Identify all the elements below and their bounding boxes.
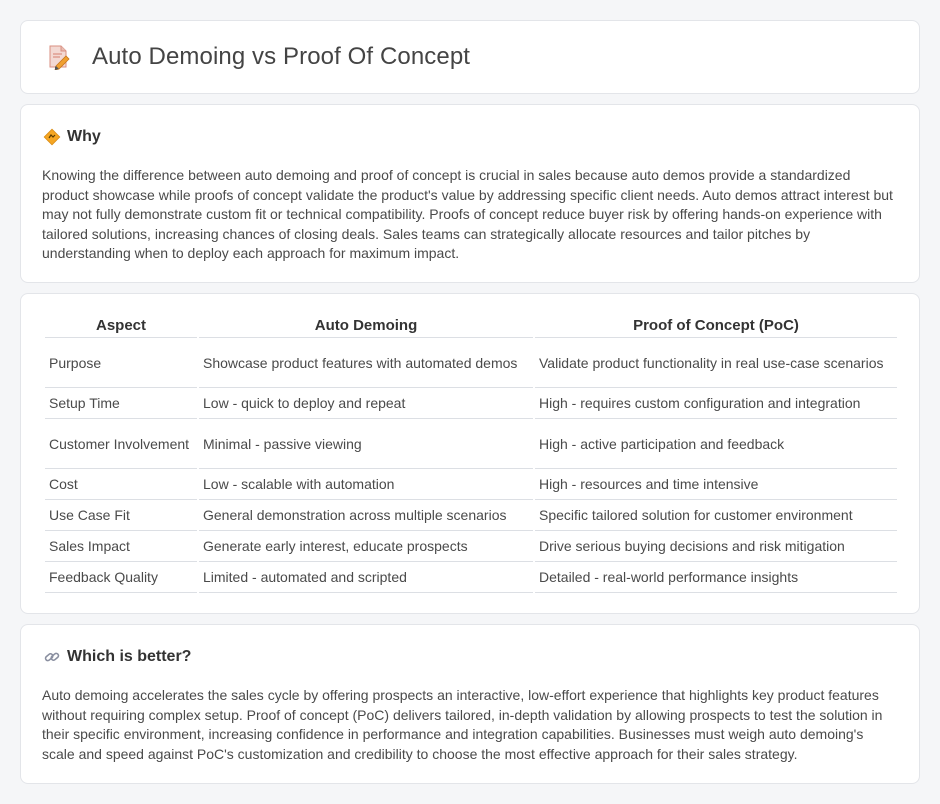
- page-title: Auto Demoing vs Proof Of Concept: [92, 43, 471, 70]
- table-cell: Feedback Quality: [45, 562, 197, 593]
- diamond-sign-icon: [43, 128, 61, 146]
- table-cell: Showcase product features with automated demos: [199, 338, 533, 388]
- table-row: [45, 388, 897, 419]
- better-text: Auto demoing accelerates the sales cycle by offering prospects an interactive, low-effort experience that highlights key product features without requiring complex setup. Proof of concept (PoC) delivers tailored, in-depth validation by allowing prospects to test the solution in their specific environment, increasing confidence in performance and integration capabilities. Businesses must weigh auto demoing's scale and speed against PoC's customization and credibility to choose the most effective approach for their sales strategy.: [42, 687, 883, 762]
- table-cell: Cost: [45, 469, 197, 500]
- better-heading: Which is better?: [67, 648, 192, 665]
- table-row: [45, 500, 897, 531]
- table-row: [45, 531, 897, 562]
- table-cell: Low - scalable with automation: [199, 469, 533, 500]
- table-cell: Limited - automated and scripted: [199, 562, 533, 593]
- header-poc: Proof of Concept (PoC): [535, 316, 897, 338]
- table-cell: Customer Involvement: [45, 419, 197, 469]
- why-text: Knowing the difference between auto demoing and proof of concept is crucial in sales because auto demos provide a standardized product showcase while proofs of concept validate the product's value by addressing specific client needs. Auto demos attract interest but may not fully demonstrate custom fit or technical compatibility. Proofs of concept reduce buyer risk by offering hands-on experience with tailored solutions, increasing chances of closing deals. Sales teams can strategically allocate resources and tailor pitches by understanding when to deploy each approach for maximum impact.: [42, 167, 893, 262]
- table-cell: Setup Time: [45, 388, 197, 419]
- table-header-row: [45, 316, 897, 338]
- table-cell: High - requires custom configuration and integration: [535, 388, 897, 419]
- table-row: [45, 562, 897, 593]
- table-cell: Low - quick to deploy and repeat: [199, 388, 533, 419]
- table-cell: Drive serious buying decisions and risk mitigation: [535, 531, 897, 562]
- table-cell: High - active participation and feedback: [535, 419, 897, 469]
- why-heading: Why: [67, 128, 101, 145]
- table-cell: Use Case Fit: [45, 500, 197, 531]
- comparison-table: [43, 316, 899, 593]
- table-cell: Purpose: [45, 338, 197, 388]
- table-cell: Specific tailored solution for customer environment: [535, 500, 897, 531]
- comparison-section: [20, 293, 920, 614]
- header-auto-demoing: Auto Demoing: [199, 316, 533, 338]
- why-section: [20, 104, 920, 283]
- table-cell: Validate product functionality in real use-case scenarios: [535, 338, 897, 388]
- table-cell: High - resources and time intensive: [535, 469, 897, 500]
- which-is-better-section: [20, 624, 920, 784]
- table-cell: General demonstration across multiple scenarios: [199, 500, 533, 531]
- title-card: [20, 20, 920, 94]
- table-row: [45, 338, 897, 388]
- table-row: [45, 469, 897, 500]
- table-cell: Generate early interest, educate prospects: [199, 531, 533, 562]
- link-icon: [43, 648, 61, 666]
- table-cell: Detailed - real-world performance insights: [535, 562, 897, 593]
- table-row: [45, 419, 897, 469]
- table-cell: Minimal - passive viewing: [199, 419, 533, 469]
- header-aspect: Aspect: [45, 316, 197, 338]
- document-pencil-icon: [47, 44, 71, 70]
- table-cell: Sales Impact: [45, 531, 197, 562]
